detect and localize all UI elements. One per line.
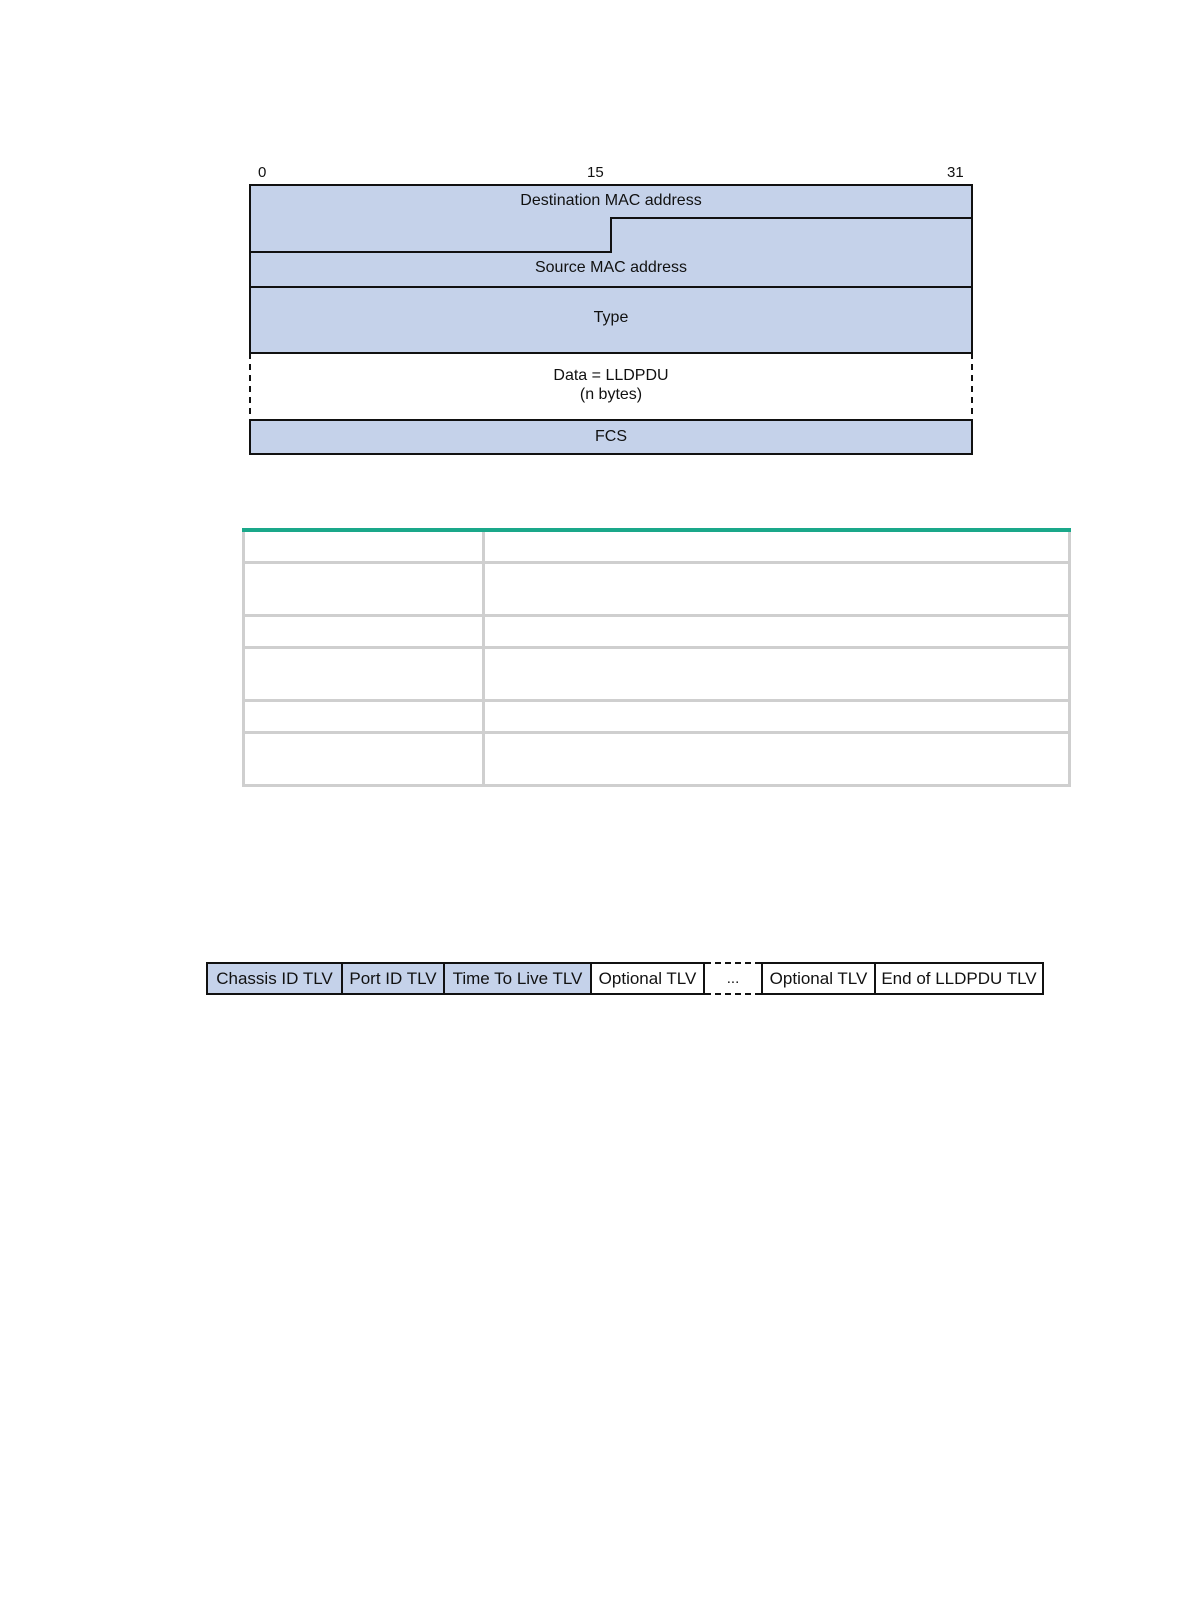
table-cell — [484, 616, 1070, 648]
table-cell — [244, 616, 484, 648]
table-row — [244, 648, 1070, 701]
table-cell — [244, 563, 484, 616]
tlv-ellipsis: ... — [705, 962, 761, 995]
type-label: Type — [593, 309, 629, 326]
tlv-optional-2: Optional TLV — [761, 962, 876, 995]
table-cell — [484, 563, 1070, 616]
data-label-line1: Data = LLDPDU — [553, 367, 669, 384]
destination-mac-label: Destination MAC address — [520, 192, 702, 209]
table-cell — [244, 648, 484, 701]
source-mac-label: Source MAC address — [534, 259, 688, 276]
table-cell — [244, 733, 484, 786]
tlv-port-id: Port ID TLV — [341, 962, 445, 995]
table-row — [244, 701, 1070, 733]
table-row — [244, 563, 1070, 616]
data-label-line2: (n bytes) — [579, 386, 643, 403]
bit-label-31: 31 — [947, 164, 964, 181]
tlv-optional-1: Optional TLV — [590, 962, 705, 995]
table-row — [244, 616, 1070, 648]
ethernet-frame-diagram — [0, 0, 1190, 480]
fcs-label: FCS — [595, 428, 627, 445]
tlv-end-of-lldpdu: End of LLDPDU TLV — [874, 962, 1044, 995]
tlv-time-to-live: Time To Live TLV — [443, 962, 592, 995]
tlv-chassis-id: Chassis ID TLV — [206, 962, 343, 995]
table-cell — [244, 701, 484, 733]
table-row — [244, 530, 1070, 563]
table-row — [244, 733, 1070, 786]
table-cell — [484, 733, 1070, 786]
bit-label-0: 0 — [258, 164, 267, 181]
table-cell — [484, 701, 1070, 733]
table-cell — [484, 648, 1070, 701]
bit-label-15: 15 — [587, 164, 604, 181]
table-cell — [244, 530, 484, 563]
table-cell — [484, 530, 1070, 563]
field-description-table — [242, 528, 1071, 787]
